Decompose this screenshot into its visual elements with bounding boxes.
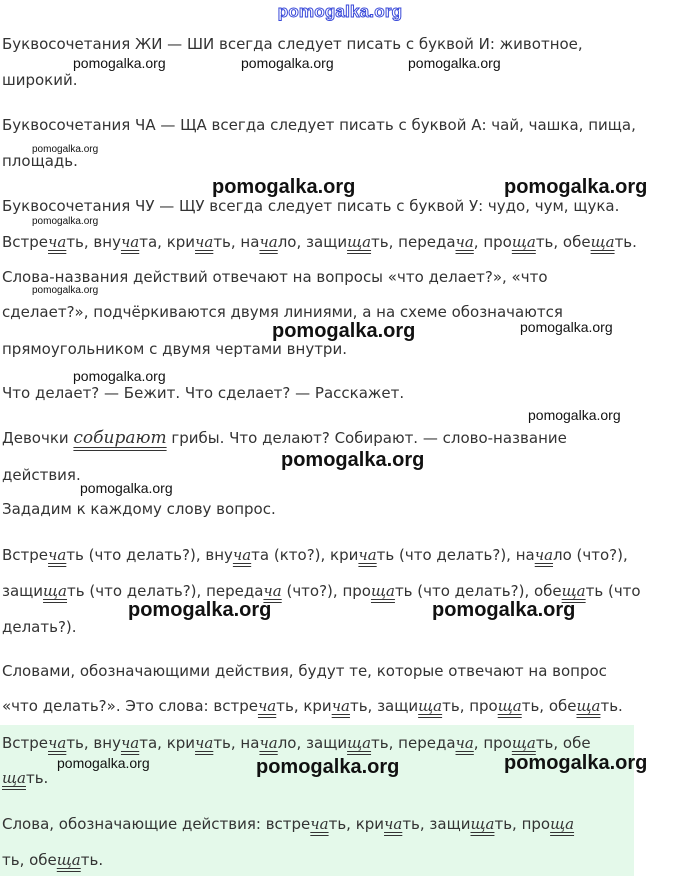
underlined-letters: ча xyxy=(259,734,278,752)
text-fragment: та (кто?), кри xyxy=(251,546,359,564)
text-fragment: ть (что делать?), на xyxy=(376,546,535,564)
text-fragment: площадь. xyxy=(2,152,78,170)
text-line xyxy=(2,34,583,54)
text-fragment: ть, обе xyxy=(535,734,591,752)
text-fragment: Буквосочетания ЧУ — ЩУ всегда следует писать с буквой У: чудо, чум, щука. xyxy=(2,197,620,215)
watermark: pomogalka.org xyxy=(256,756,400,778)
text-fragment: ть, кри xyxy=(276,697,332,715)
text-fragment: Встре xyxy=(2,734,49,752)
watermark: pomogalka.org xyxy=(80,480,173,496)
text-fragment: грибы. Что делают? Собирают. — слово-название xyxy=(166,429,567,447)
underlined-letters: ща xyxy=(418,697,443,715)
text-line xyxy=(2,617,77,637)
text-line xyxy=(2,499,276,519)
text-line xyxy=(2,232,637,252)
underlined-letters: ща xyxy=(2,769,26,787)
watermark: pomogalka.org xyxy=(408,55,501,71)
text-fragment: «что делать?». Это слова: встре xyxy=(2,697,258,715)
text-line xyxy=(2,661,607,681)
underlined-letters: ча xyxy=(455,734,474,752)
text-fragment: , про xyxy=(473,734,512,752)
underlined-letters: ща xyxy=(347,734,372,752)
underlined-letters: ча xyxy=(259,233,278,251)
text-fragment: Слова-названия действий отвечают на вопросы «что делает?», «что xyxy=(2,268,548,286)
text-line xyxy=(2,70,78,90)
text-fragment: ть (что делать?), вну xyxy=(66,546,233,564)
text-fragment: ть, защи xyxy=(402,815,471,833)
watermark: pomogalka.org xyxy=(528,407,621,423)
text-fragment: ть (что xyxy=(585,582,641,600)
underlined-letters: ча xyxy=(48,734,67,752)
underlined-letters: ща xyxy=(590,233,615,251)
underlined-letters: ча xyxy=(257,697,277,715)
text-line xyxy=(2,733,591,753)
text-fragment: ть, обе xyxy=(535,233,591,251)
underlined-letters: ча xyxy=(120,734,140,752)
text-fragment: ть. xyxy=(614,233,637,251)
text-line xyxy=(2,267,548,287)
text-fragment: ть (что делать?), обе xyxy=(394,582,562,600)
text-fragment: Буквосочетания ЧА — ЩА всегда следует писать с буквой А: чай, чашка, пища, xyxy=(2,116,636,134)
text-fragment: ть, обе xyxy=(2,851,57,869)
text-fragment: ть, обе xyxy=(521,697,577,715)
text-fragment: ло, защи xyxy=(277,734,348,752)
text-fragment: ть. xyxy=(80,851,104,869)
underlined-letters: ча xyxy=(48,233,67,251)
underlined-letters: ча xyxy=(195,734,214,752)
watermark: pomogalka.org xyxy=(504,176,648,198)
text-fragment: ть. xyxy=(600,697,623,715)
text-line xyxy=(2,196,619,216)
text-fragment: ть, на xyxy=(213,734,260,752)
underlined-letters: ча xyxy=(384,815,403,833)
watermark: pomogalka.org xyxy=(128,599,272,621)
watermark: pomogalka.org xyxy=(57,755,150,771)
text-line xyxy=(2,545,628,565)
underlined-letters: ща xyxy=(370,582,395,600)
text-fragment: ть. xyxy=(25,769,49,787)
text-fragment: Слова, обозначающие действия: встре xyxy=(2,815,311,833)
text-fragment: защи xyxy=(2,582,44,600)
underlined-letters: ча xyxy=(534,546,554,564)
text-fragment: Что делает? — Бежит. Что сделает? — Расскажет. xyxy=(2,384,405,402)
underlined-letters: ча xyxy=(331,697,350,715)
underlined-letters: ща xyxy=(561,582,586,600)
watermark: pomogalka.org xyxy=(32,144,99,155)
text-fragment: ть, переда xyxy=(371,233,456,251)
text-fragment: сделает?», подчёркиваются двумя линиями, а на схеме обозначаются xyxy=(2,303,563,321)
underlined-letters: ча xyxy=(358,546,377,564)
verb-double-underlined: собирают xyxy=(73,428,167,448)
underlined-letters: ща xyxy=(56,851,81,869)
site-logo[interactable]: pomogalka.org xyxy=(277,2,403,21)
text-fragment: ть, вну xyxy=(66,233,121,251)
text-fragment: делать?). xyxy=(2,618,77,636)
text-fragment: ть, переда xyxy=(371,734,456,752)
text-fragment: прямоугольником с двумя чертами внутри. xyxy=(2,340,347,358)
underlined-letters: ща xyxy=(470,815,495,833)
text-fragment: Встре xyxy=(2,233,49,251)
text-line xyxy=(2,302,563,322)
text-fragment: Буквосочетания ЖИ — ШИ всегда следует писать с буквой И: животное, xyxy=(2,35,583,53)
text-fragment: действия. xyxy=(2,466,81,484)
text-fragment: ть (что делать?), переда xyxy=(67,582,264,600)
text-line xyxy=(2,696,623,716)
underlined-letters: ча xyxy=(263,582,282,600)
text-fragment: Встре xyxy=(2,546,49,564)
underlined-letters: ща xyxy=(550,815,575,833)
text-fragment: ть, вну xyxy=(66,734,121,752)
text-line xyxy=(2,581,641,601)
text-fragment: ло, защи xyxy=(277,233,348,251)
text-fragment: широкий. xyxy=(2,71,78,89)
text-fragment: Зададим к каждому слову вопрос. xyxy=(2,500,276,518)
text-line xyxy=(2,428,567,448)
text-fragment: ло (что?), xyxy=(553,546,628,564)
text-fragment: (что?), про xyxy=(281,582,371,600)
underlined-letters: ча xyxy=(310,815,329,833)
underlined-letters: ча xyxy=(455,233,474,251)
text-line xyxy=(2,814,574,834)
text-line xyxy=(2,115,636,135)
watermark: pomogalka.org xyxy=(32,216,99,227)
text-fragment: ть, защи xyxy=(349,697,419,715)
underlined-letters: ча xyxy=(48,546,67,564)
underlined-letters: ча xyxy=(232,546,252,564)
underlined-letters: ща xyxy=(497,697,522,715)
text-fragment: ть, про xyxy=(494,815,551,833)
text-fragment: та, кри xyxy=(139,233,196,251)
text-fragment: ть, на xyxy=(213,233,260,251)
text-fragment: та, кри xyxy=(139,734,196,752)
underlined-letters: ча xyxy=(195,233,214,251)
underlined-letters: ща xyxy=(347,233,372,251)
watermark: pomogalka.org xyxy=(281,449,425,471)
text-fragment: Девочки xyxy=(2,429,74,447)
underlined-letters: ща xyxy=(511,233,536,251)
watermark: pomogalka.org xyxy=(241,55,334,71)
text-fragment: Словами, обозначающими действия, будут те, которые отвечают на вопрос xyxy=(2,662,607,680)
text-line xyxy=(2,383,404,403)
text-fragment: ть, про xyxy=(442,697,498,715)
text-line xyxy=(2,465,81,485)
watermark: pomogalka.org xyxy=(73,368,166,384)
watermark: pomogalka.org xyxy=(32,285,99,296)
watermark: pomogalka.org xyxy=(212,176,356,198)
watermark: pomogalka.org xyxy=(520,319,613,335)
text-line xyxy=(2,768,48,788)
watermark: pomogalka.org xyxy=(504,752,648,774)
text-fragment: ть, кри xyxy=(328,815,385,833)
underlined-letters: ща xyxy=(576,697,601,715)
underlined-letters: ща xyxy=(43,582,68,600)
watermark: pomogalka.org xyxy=(73,55,166,71)
watermark: pomogalka.org xyxy=(272,320,416,342)
underlined-letters: ча xyxy=(120,233,140,251)
underlined-letters: ща xyxy=(511,734,536,752)
text-line xyxy=(2,850,103,870)
watermark: pomogalka.org xyxy=(432,599,576,621)
text-fragment: , про xyxy=(473,233,512,251)
